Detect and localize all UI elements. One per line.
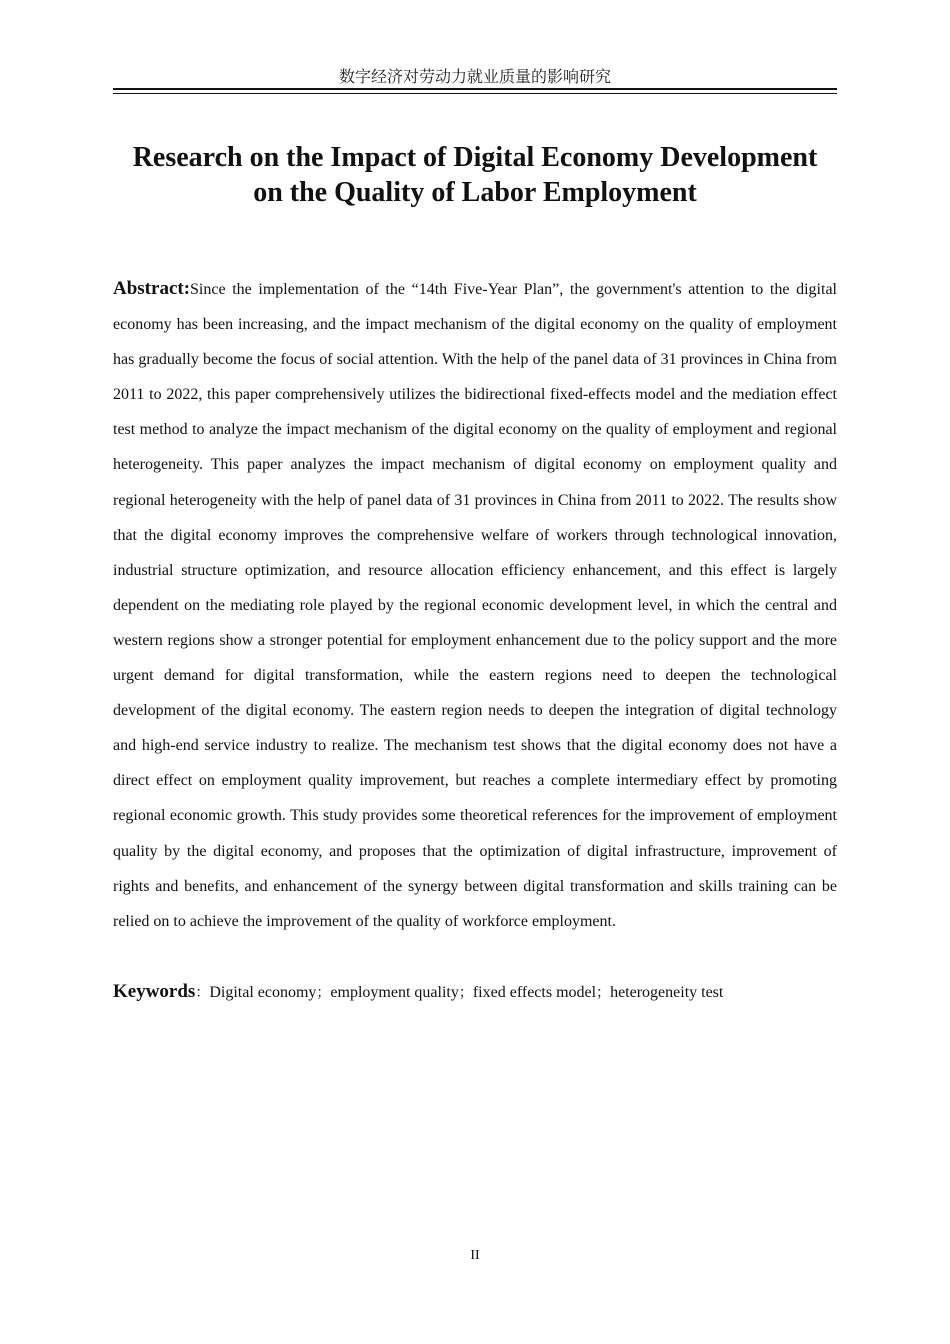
keyword-separator: ； — [458, 985, 473, 1001]
abstract-paragraph — [113, 271, 837, 939]
keyword-item: Digital economy — [209, 984, 317, 1001]
keyword-separator: ； — [316, 985, 331, 1001]
keyword-separator: ； — [596, 985, 611, 1001]
abstract-label: Abstract: — [113, 278, 191, 299]
keyword-item: employment quality — [330, 984, 459, 1001]
page-number: II — [470, 1248, 480, 1263]
paper-title — [113, 140, 837, 210]
keywords-label: Keywords — [113, 981, 196, 1002]
paper-title-line-1: Research on the Impact of Digital Economy Development — [132, 142, 818, 173]
abstract-text: Since the implementation of the “14th Five-Year Plan”, the government's attention to the digital economy has been increasing, and the impact mechanism of the digital economy on the quality of employment has gradually become the focus of social attention. With the help of the panel data of 31 provinces in China from 2011 to 2022, this paper comprehensively utilizes the bidirectional fixed-effects model and the mediation effect test method to analyze the impact mechanism of the digital economy on the quality of employment and regional heterogeneity. This paper analyzes the impact mechanism of digital economy on employment quality and regional heterogeneity with the help of panel data of 31 provinces in China from 2011 to 2022. The results show that the digital economy improves the comprehensive welfare of workers through technological innovation, industrial structure optimization, and resource allocation efficiency enhancement, and this effect is largely dependent on the mediating role played by the regional economic development level, in which the central and western regions show a stronger potential for employment enhancement due to the policy support and the more urgent demand for digital transformation, while the eastern regions need to deepen the technological development of the digital economy. The eastern region needs to deepen the integration of digital technology and high-end service industry to realize. The mechanism test shows that the digital economy does not have a direct effect on employment quality improvement, but reaches a complete intermediary effect by promoting regional economic growth. This study provides some theoretical references for the improvement of employment quality by the digital economy, and proposes that the optimization of digital infrastructure, improvement of rights and benefits, and enhancement of the synergy between digital transformation and skills training can be relied on to achieve the improvement of the quality of workforce employment. — [113, 281, 837, 930]
keyword-item: fixed effects model — [472, 984, 597, 1001]
keyword-item: heterogeneity test — [610, 984, 724, 1001]
keywords-colon: ： — [195, 985, 210, 1001]
header-double-rule — [113, 88, 837, 94]
keywords-line — [113, 977, 837, 1008]
paper-title-line-2: on the Quality of Labor Employment — [253, 177, 697, 208]
running-header: 数字经济对劳动力就业质量的影响研究 — [338, 67, 611, 86]
